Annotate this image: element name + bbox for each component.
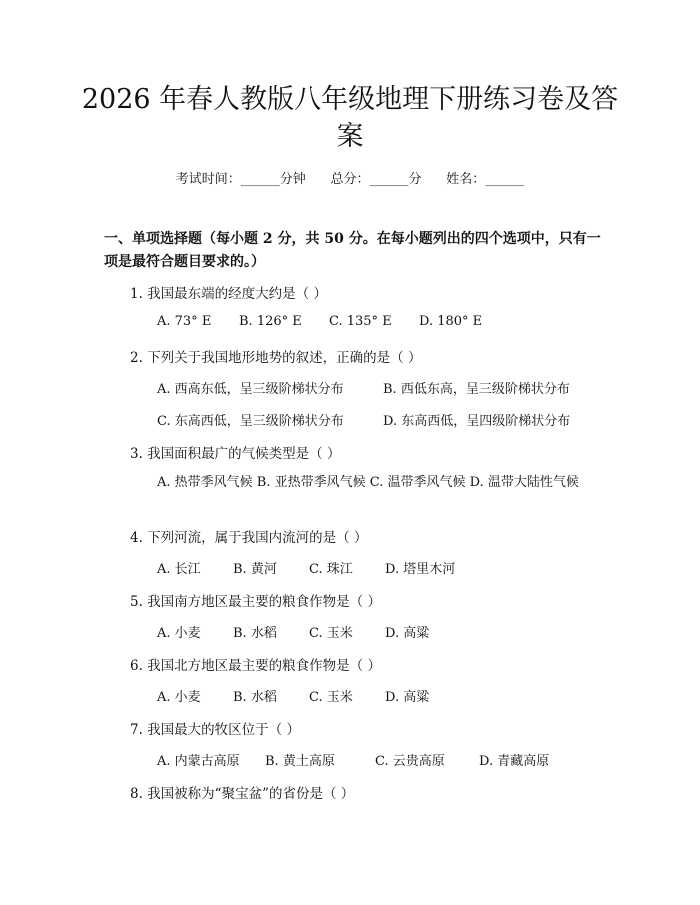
question-5-options xyxy=(157,622,429,641)
option-c: C. 东高西低，呈三级阶梯状分布 xyxy=(157,414,344,429)
question-1-options xyxy=(157,314,482,329)
question-4: 4. 下列河流，属于我国内流河的是（ ） xyxy=(130,530,368,546)
page-title-continued: 案 xyxy=(336,121,364,152)
question-3-options: A. 热带季风气候 B. 亚热带季风气候 C. 温带季风气候 D. 温带大陆性气候 xyxy=(157,475,579,490)
question-7: 7. 我国最大的牧区位于（ ） xyxy=(130,722,300,738)
option-b: B. 水稻 xyxy=(233,690,277,705)
question-1: 1. 我国最东端的经度大约是（ ） xyxy=(130,286,327,302)
option-b: B. 黄土高原 xyxy=(265,754,335,769)
option-b: B. 水稻 xyxy=(233,626,277,641)
option-c: C. 珠江 xyxy=(309,562,353,577)
option-a: A. 小麦 xyxy=(157,690,201,705)
question-2: 2. 下列关于我国地形地势的叙述，正确的是（ ） xyxy=(130,350,422,366)
option-c: C. 玉米 xyxy=(309,626,353,641)
question-5: 5. 我国南方地区最主要的粮食作物是（ ） xyxy=(130,594,381,610)
option-d: D. 青藏高原 xyxy=(479,754,550,769)
option-d: D. 高粱 xyxy=(385,626,430,641)
option-a: A. 长江 xyxy=(157,562,201,577)
option-d: D. 180° E xyxy=(419,314,483,329)
option-b: B. 126° E xyxy=(239,314,302,329)
section-heading: 一、单项选择题（每小题 2 分，共 50 分。在每小题列出的四个选项中，只有一项是最符合题目要求的。） xyxy=(104,231,601,270)
option-d: D. 东高西低，呈四级阶梯状分布 xyxy=(383,414,571,429)
option-c: C. 135° E xyxy=(329,314,392,329)
question-6-options xyxy=(157,686,429,705)
option-d: D. 高粱 xyxy=(385,690,430,705)
option-a: A. 小麦 xyxy=(157,626,201,641)
question-8: 8. 我国被称为“聚宝盆”的省份是（ ） xyxy=(130,786,355,802)
option-c: C. 玉米 xyxy=(309,690,353,705)
exam-info-line: 考试时间：______分钟 总分：______分 姓名：______ xyxy=(175,172,525,187)
option-b: B. 黄河 xyxy=(233,562,277,577)
question-4-options xyxy=(157,558,455,577)
question-3: 3. 我国面积最广的气候类型是（ ） xyxy=(130,446,341,462)
option-d: D. 塔里木河 xyxy=(385,562,456,577)
question-2-options-row2 xyxy=(157,410,570,429)
option-a: A. 西高东低，呈三级阶梯状分布 xyxy=(157,382,344,397)
option-b: B. 西低东高，呈三级阶梯状分布 xyxy=(383,382,570,397)
page-title: 2026 年春人教版八年级地理下册练习卷及答 xyxy=(81,84,619,115)
option-c: C. 云贵高原 xyxy=(375,754,445,769)
question-2-options-row1 xyxy=(157,378,570,397)
question-7-options xyxy=(157,750,549,769)
question-6: 6. 我国北方地区最主要的粮食作物是（ ） xyxy=(130,658,381,674)
option-a: A. 内蒙古高原 xyxy=(157,754,240,769)
option-a: A. 73° E xyxy=(157,314,212,329)
